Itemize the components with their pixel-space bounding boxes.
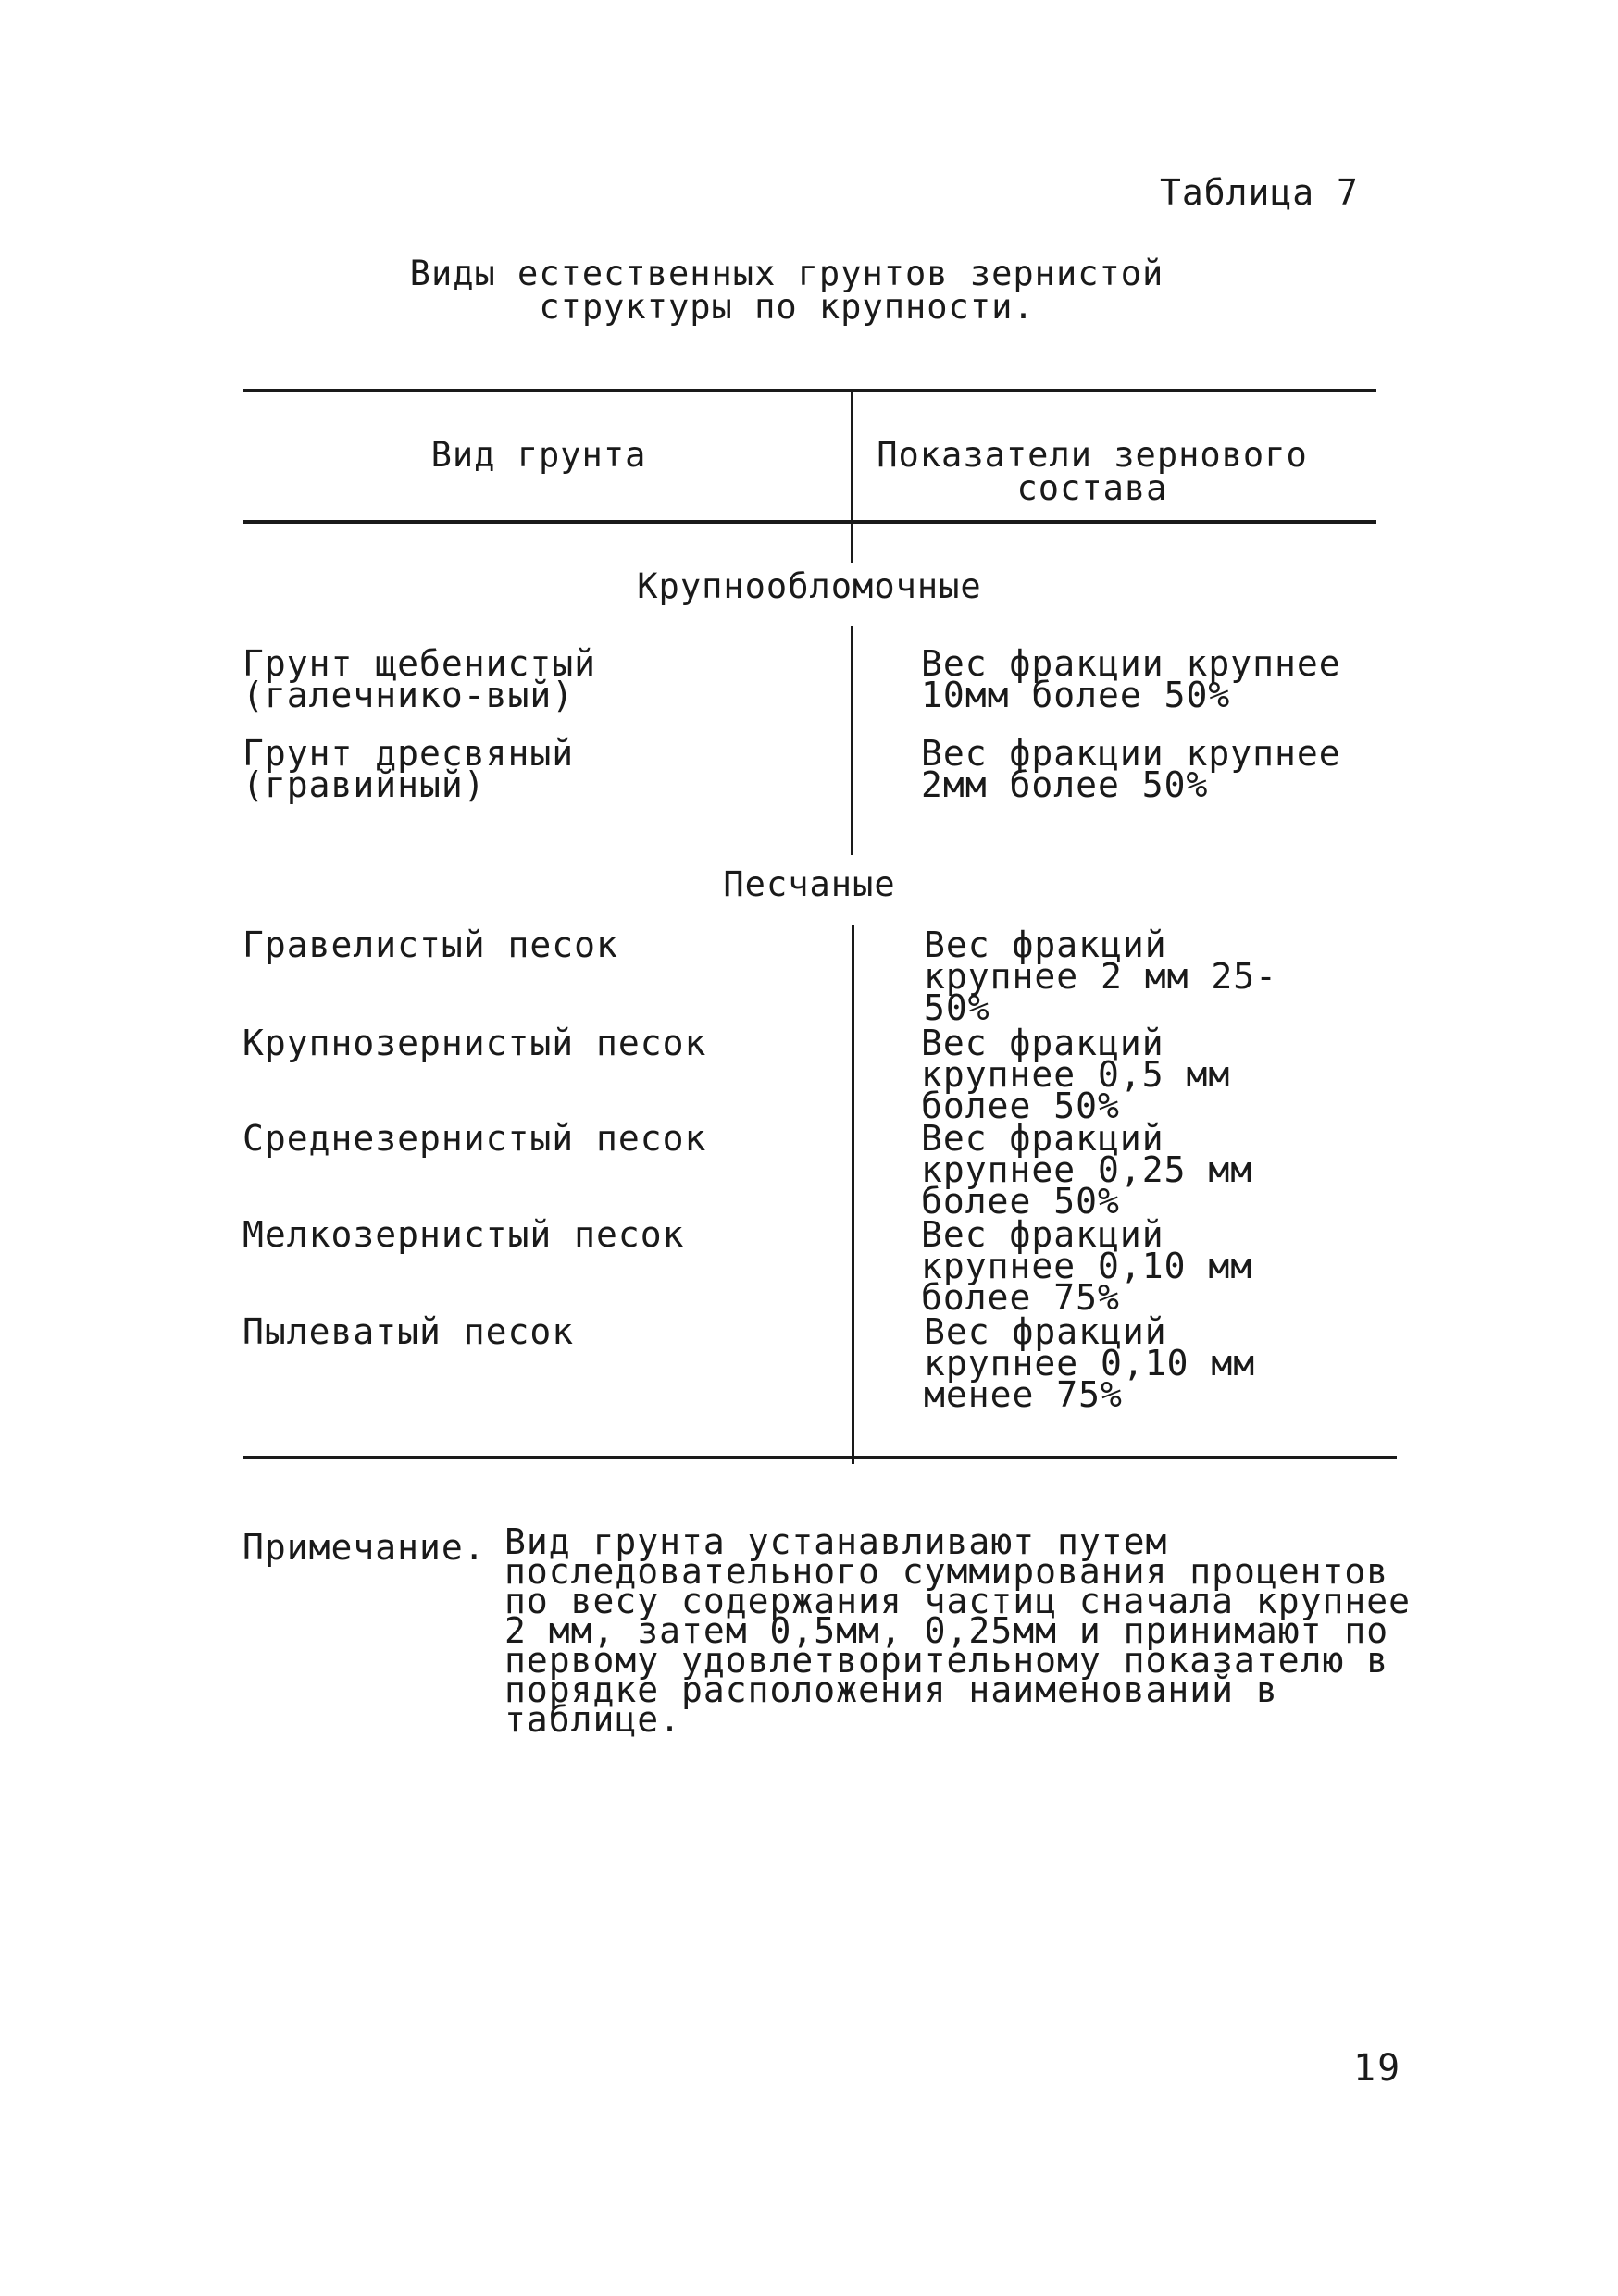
table-label: Таблица 7 [1160,172,1359,213]
criteria-cell: Вес фракций крупнее 2 мм 25-50% [924,925,1278,1028]
criteria-cell: Вес фракции крупнее 2мм более 50% [921,733,1341,805]
section-title: Крупнообломочные [637,566,982,606]
soil-type-cell: Пылеватый песок [243,1311,575,1352]
table-top-rule [243,389,1376,392]
soil-type-cell: Мелкозернистый песок [243,1214,685,1255]
criteria-cell: Вес фракций крупнее 0,10 мм более 75% [921,1214,1253,1318]
page-number: 19 [1353,2047,1402,2090]
header-bottom-rule [243,520,1376,524]
soil-type-cell: Гравелистый песок [243,925,618,965]
soil-type-cell: Грунт дресвяный (гравийный) [243,733,575,805]
soil-type-cell: Крупнозернистый песок [243,1023,707,1063]
criteria-cell: Вес фракции крупнее 10мм более 50% [921,643,1341,715]
header-column-divider [851,391,853,563]
soil-type-cell: Грунт щебенистый (галечнико-вый) [243,643,597,715]
note-label: Примечание. [243,1527,486,1568]
table-title: Виды естественных грунтов зернистой структуры по крупности. [409,254,1164,327]
soil-type-cell: Среднезернистый песок [243,1118,707,1159]
table-bottom-rule [243,1456,1397,1459]
note-text: Вид грунта устанавливают путем последовательного суммирования процентов по весу содержания частиц сначала крупнее 2 мм, затем 0,5мм, 0,25мм и принимают по первому удовлетворительному показателю в порядке расположения наименований в таблице. [504,1521,1411,1740]
section-column-divider [851,626,853,855]
section-title: Песчаные [723,864,896,904]
criteria-cell: Вес фракций крупнее 0,25 мм более 50% [921,1118,1253,1222]
section-column-divider [852,925,854,1464]
header-col-criteria: Показатели зернового состава [877,435,1308,508]
criteria-cell: Вес фракций крупнее 0,10 мм менее 75% [924,1311,1256,1415]
header-col-soil-type: Вид грунта [430,435,647,475]
criteria-cell: Вес фракций крупнее 0,5 мм более 50% [921,1023,1231,1126]
